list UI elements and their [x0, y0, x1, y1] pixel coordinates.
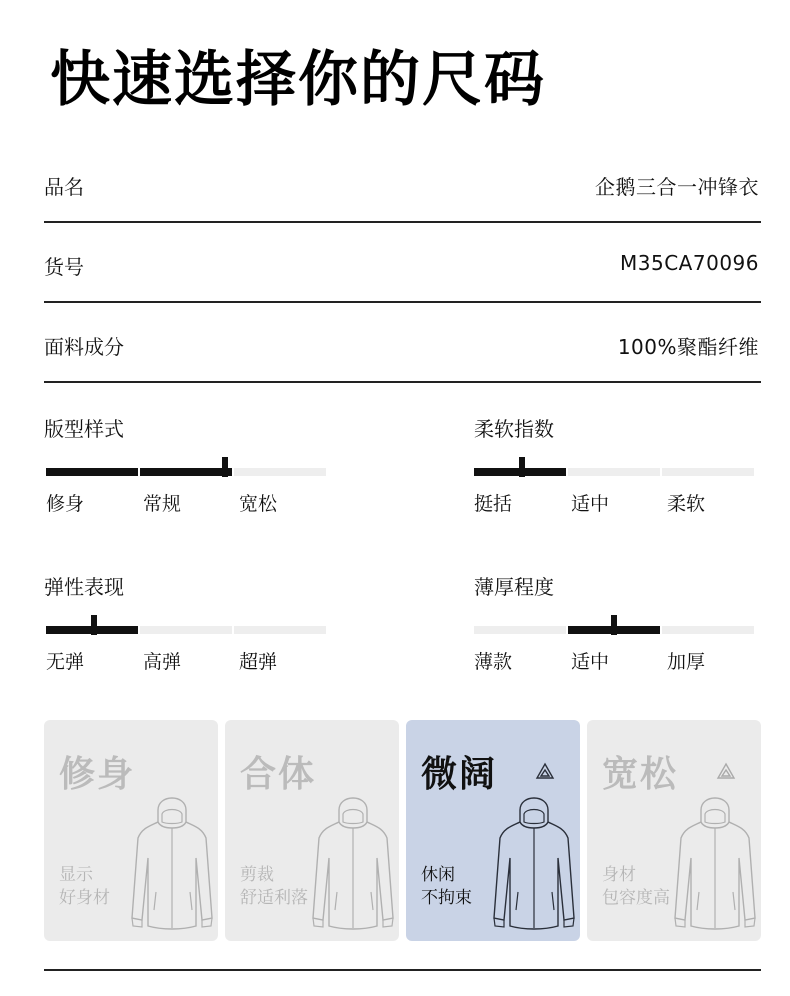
- info-row-item-number: [44, 223, 761, 303]
- metric-fit-style: [44, 413, 344, 533]
- fit-card-desc-line: 休闲: [421, 865, 455, 885]
- fit-card-loose[interactable]: [587, 720, 761, 941]
- metric-title: 版型样式: [44, 417, 124, 441]
- triangle-logo-icon: [535, 762, 555, 780]
- hooded-jacket-icon: [490, 788, 578, 940]
- level-marker: [222, 457, 228, 477]
- level-label: 适中: [571, 493, 610, 515]
- fit-card-title: 修身: [59, 754, 136, 795]
- bottom-divider: [44, 969, 761, 971]
- level-label: 高弹: [143, 651, 182, 673]
- level-segment: [140, 468, 232, 476]
- hooded-jacket-icon: [309, 788, 397, 940]
- metric-title: 薄厚程度: [474, 575, 554, 599]
- info-value: 企鹅三合一冲锋衣: [595, 175, 759, 199]
- fit-card-regular[interactable]: [225, 720, 399, 941]
- fit-card-desc-line: 包容度高: [602, 888, 670, 908]
- fit-card-title: 宽松: [602, 754, 679, 795]
- fit-card-desc-line: 好身材: [59, 888, 110, 908]
- info-row-product-name: [44, 143, 761, 223]
- level-label: 挺括: [474, 493, 513, 515]
- fit-card-relaxed[interactable]: [406, 720, 580, 941]
- info-label: 货号: [44, 255, 84, 279]
- fit-card-title: 微阔: [421, 754, 498, 795]
- fit-card-desc-line: 舒适利落: [240, 888, 308, 908]
- fit-card-desc-line: 不拘束: [421, 888, 472, 908]
- level-marker: [611, 615, 617, 635]
- level-segment: [140, 626, 232, 634]
- level-segment: [662, 626, 754, 634]
- hooded-jacket-icon: [671, 788, 759, 940]
- level-marker: [91, 615, 97, 635]
- level-segment: [662, 468, 754, 476]
- metric-title: 弹性表现: [44, 575, 124, 599]
- level-segment: [474, 626, 566, 634]
- fit-card-desc-line: 显示: [59, 865, 93, 885]
- metric-thickness: [474, 571, 774, 691]
- metric-elasticity: [44, 571, 344, 691]
- level-label: 宽松: [239, 493, 278, 515]
- metric-softness: [474, 413, 774, 533]
- level-label: 超弹: [239, 651, 278, 673]
- level-label: 无弹: [46, 651, 85, 673]
- info-label: 面料成分: [44, 335, 124, 359]
- fit-card-slim[interactable]: [44, 720, 218, 941]
- page-title: 快速选择你的尺码: [50, 45, 546, 115]
- level-segment: [46, 468, 138, 476]
- info-row-fabric: [44, 303, 761, 383]
- info-value: M35CA70096: [620, 251, 759, 275]
- level-label: 加厚: [667, 651, 706, 673]
- info-value: 100%聚酯纤维: [617, 335, 759, 359]
- level-label: 柔软: [667, 493, 706, 515]
- level-segment: [568, 468, 660, 476]
- level-segment: [234, 626, 326, 634]
- level-segment: [234, 468, 326, 476]
- triangle-logo-icon: [716, 762, 736, 780]
- hooded-jacket-icon: [128, 788, 216, 940]
- level-label: 薄款: [474, 651, 513, 673]
- fit-card-title: 合体: [240, 754, 317, 795]
- fit-card-desc-line: 剪裁: [240, 865, 274, 885]
- level-label: 适中: [571, 651, 610, 673]
- level-marker: [519, 457, 525, 477]
- metric-title: 柔软指数: [474, 417, 554, 441]
- fit-card-desc-line: 身材: [602, 865, 636, 885]
- info-label: 品名: [44, 175, 84, 199]
- level-label: 常规: [143, 493, 182, 515]
- level-label: 修身: [46, 493, 85, 515]
